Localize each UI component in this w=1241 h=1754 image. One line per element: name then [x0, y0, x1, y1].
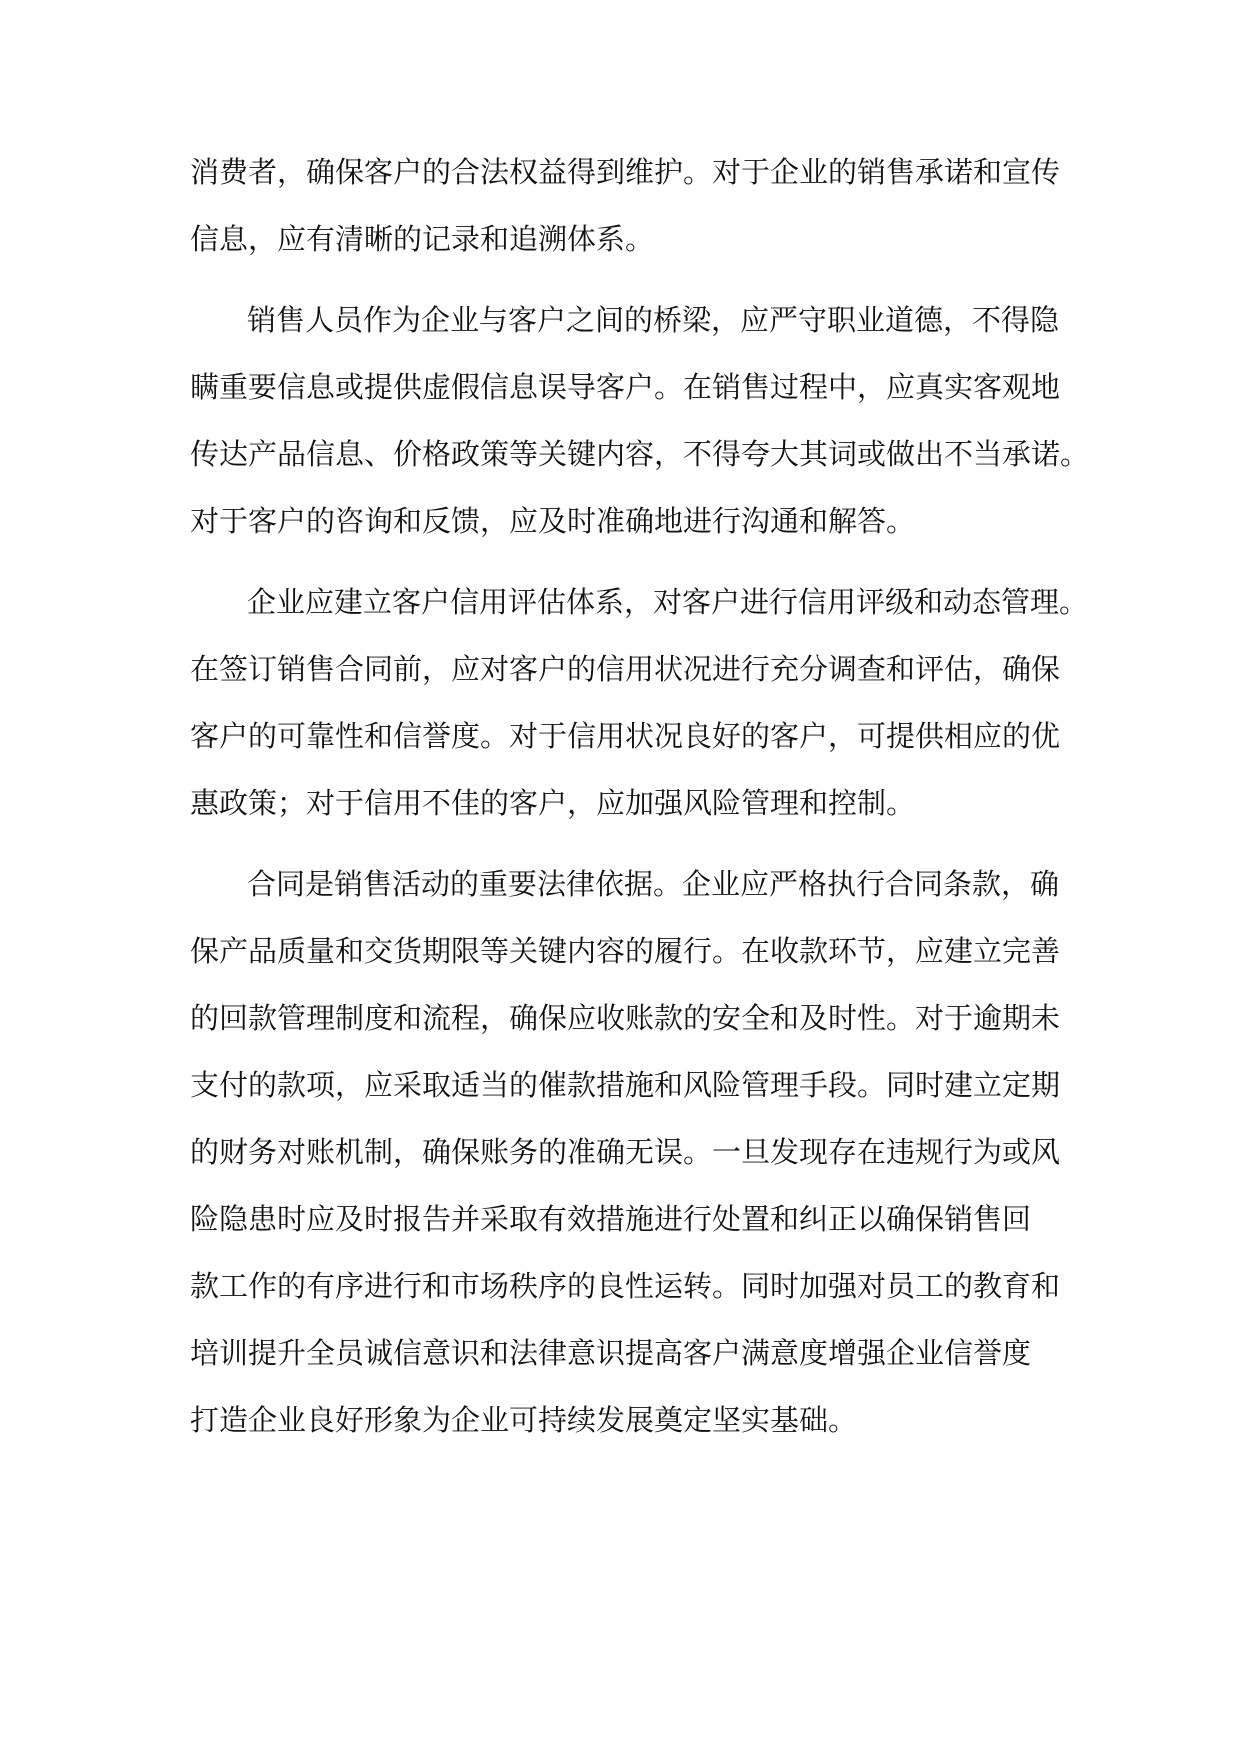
text-line: 消费者，确保客户的合法权益得到维护。对于企业的销售承诺和宣传 — [190, 155, 1061, 189]
paragraph-start-line: 企业应建立客户信用评估体系，对客户进行信用评级和动态管理。 — [247, 585, 1089, 619]
text-line: 保产品质量和交货期限等关键内容的履行。在收款环节，应建立完善 — [190, 934, 1061, 968]
text-line: 款工作的有序进行和市场秩序的良性运转。同时加强对员工的教育和 — [190, 1269, 1061, 1303]
text-line: 险隐患时应及时报告并采取有效措施进行处置和纠正以确保销售回 — [190, 1202, 1032, 1236]
paragraph-start-line: 合同是销售活动的重要法律依据。企业应严格执行合同条款，确 — [247, 867, 1060, 901]
text-line: 信息，应有清晰的记录和追溯体系。 — [190, 222, 655, 256]
text-line: 支付的款项，应采取适当的催款措施和风险管理手段。同时建立定期 — [190, 1068, 1061, 1102]
text-line: 培训提升全员诚信意识和法律意识提高客户满意度增强企业信誉度 — [190, 1336, 1032, 1370]
paragraph-start-line: 销售人员作为企业与客户之间的桥梁，应严守职业道德，不得隐 — [247, 303, 1060, 337]
text-line: 惠政策；对于信用不佳的客户，应加强风险管理和控制。 — [190, 786, 916, 820]
text-line: 客户的可靠性和信誉度。对于信用状况良好的客户，可提供相应的优 — [190, 719, 1061, 753]
text-line: 在签订销售合同前，应对客户的信用状况进行充分调查和评估，确保 — [190, 652, 1061, 686]
text-line: 的回款管理制度和流程，确保应收账款的安全和及时性。对于逾期未 — [190, 1001, 1061, 1035]
text-line: 传达产品信息、价格政策等关键内容，不得夸大其词或做出不当承诺。 — [190, 437, 1090, 471]
text-line: 对于客户的咨询和反馈，应及时准确地进行沟通和解答。 — [190, 504, 916, 538]
text-line: 的财务对账机制，确保账务的准确无误。一旦发现存在违规行为或风 — [190, 1135, 1061, 1169]
text-line: 打造企业良好形象为企业可持续发展奠定坚实基础。 — [190, 1403, 858, 1437]
text-line: 瞒重要信息或提供虚假信息误导客户。在销售过程中，应真实客观地 — [190, 370, 1061, 404]
